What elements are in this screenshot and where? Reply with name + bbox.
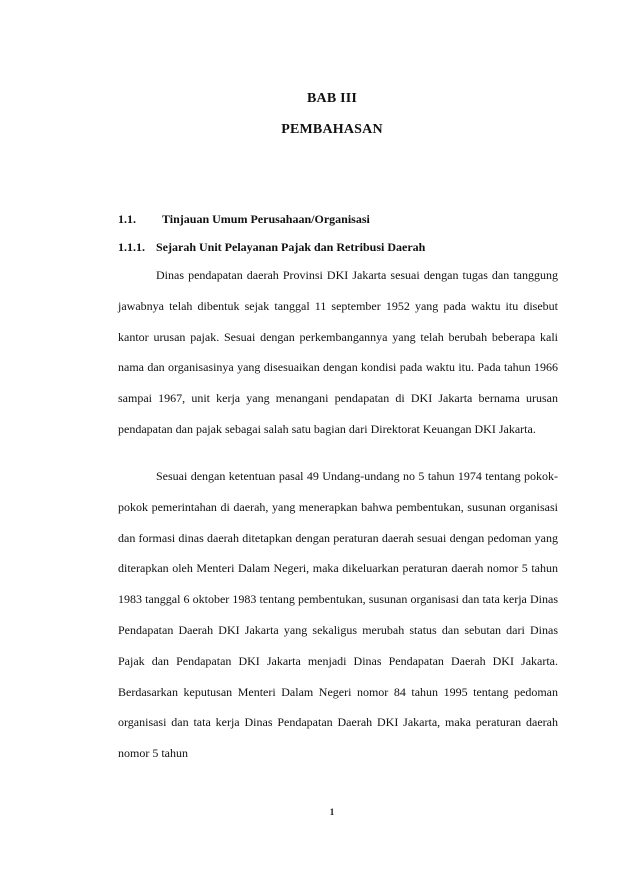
page-number: 1	[329, 807, 335, 817]
subsection-number: 1.1.1.	[118, 240, 145, 254]
subsection-heading	[118, 240, 425, 255]
chapter-title: PEMBAHASAN	[281, 122, 383, 137]
body-paragraph: Sesuai dengan ketentuan pasal 49 Undang-undang no 5 tahun 1974 tentang pokok-pokok pemerintahan di daerah, yang menerapkan bahwa pembentukan, susunan organisasi dan formasi dinas daerah ditetapkan dengan peraturan daerah sesuai dengan pedoman yang diterapkan oleh Menteri Dalam Negeri, maka dikeluarkan peraturan daerah nomor 5 tahun 1983 tanggal 6 oktober 1983 tentang pembentukan, susunan organisasi dan tata kerja Dinas Pendapatan Daerah DKI Jakarta yang sekaligus merubah status dan sebutan dari Dinas Pajak dan Pendapatan DKI Jakarta menjadi Dinas Pendapatan Daerah DKI Jakarta. Berdasarkan keputusan Menteri Dalam Negeri nomor 84 tahun 1995 tentang pedoman organisasi dan tata kerja Dinas Pendapatan Daerah DKI Jakarta, maka peraturan daerah nomor 5 tahun	[118, 469, 558, 761]
section-title: Tinjauan Umum Perusahaan/Organisasi	[162, 212, 370, 226]
section-number: 1.1.	[118, 212, 136, 226]
chapter-number: BAB III	[306, 91, 358, 106]
body-paragraph: Dinas pendapatan daerah Provinsi DKI Jakarta sesuai dengan tugas dan tanggung jawabnya telah dibentuk sejak tanggal 11 september 1952 yang pada waktu itu disebut kantor urusan pajak. Sesuai dengan perkembangannya yang telah berubah beberapa kali nama dan organisasinya yang disesuaikan dengan kondisi pada waktu itu. Pada tahun 1966 sampai 1967, unit kerja yang menangani pendapatan di DKI Jakarta bernama urusan pendapatan dan pajak sebagai salah satu bagian dari Direktorat Keuangan DKI Jakarta.	[118, 268, 558, 436]
section-heading	[118, 212, 370, 227]
subsection-title: Sejarah Unit Pelayanan Pajak dan Retribusi Daerah	[156, 240, 426, 254]
